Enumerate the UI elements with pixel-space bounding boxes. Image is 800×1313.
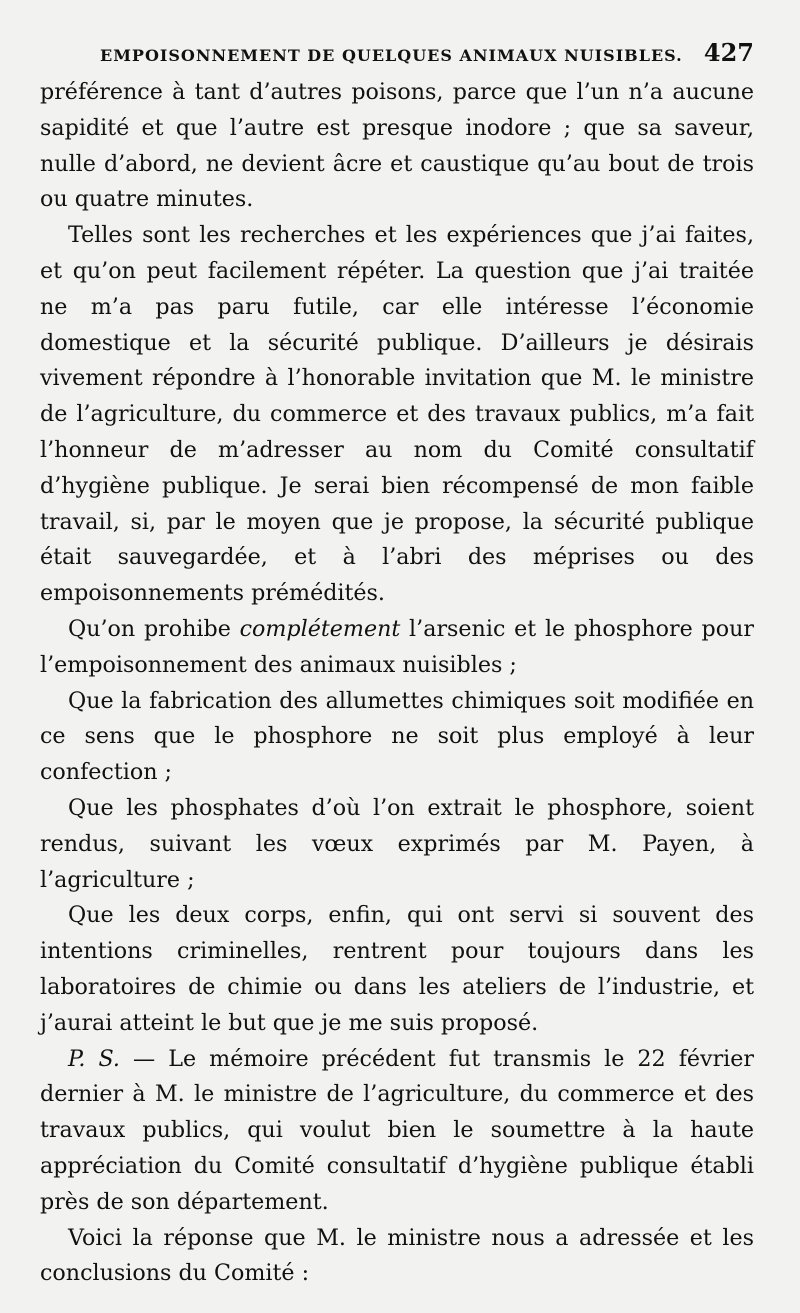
paragraph-6: Que les deux corps, enfin, qui ont servi si souvent des intentions criminelles, rentrent pour toujours dans les laboratoires de chimie ou dans les ateliers de l’industrie, et j’aurai atteint le but que je me suis proposé. (40, 902, 754, 1036)
emphasis-completement: complétement (239, 615, 401, 642)
paragraph-5: Que les phosphates d’où l’on extrait le phosphore, soient rendus, suivant les vœux exprimés par M. Payen, à l’agriculture ; (40, 794, 754, 893)
page-number: 427 (703, 38, 754, 67)
paragraph-4: Que la fabrication des allumettes chimiques soit modifiée en ce sens que le phosphore ne soit plus employé à leur confection ; (40, 687, 754, 786)
paragraph-3-start: Qu’on prohibe (68, 615, 240, 642)
running-head: EMPOISONNEMENT DE QUELQUES ANIMAUX NUISIBLES. (100, 46, 683, 65)
paragraph-7 (40, 1042, 754, 1221)
paragraph-2: Telles sont les recherches et les expériences que j’ai faites, et qu’on peut facilement répéter. La question que j’ai traitée ne m’a pas paru futile, car elle intéresse l’économie domestique et la sécurité publique. D’ailleurs je désirais vivement répondre à l’honorable invitation que M. le ministre de l’agriculture, du commerce et des travaux publics, m’a fait l’honneur de m’adresser au nom du Comité consultatif d’hygiène publique. Je serai bien récompensé de mon faible travail, si, par le moyen que je propose, la sécurité publique était sauvegardée, et à l’abri des méprises ou des empoisonnements prémédités. (40, 222, 754, 607)
postscript-text: — Le mémoire précédent fut transmis le 22 février dernier à M. le ministre de l’agriculture, du commerce et des travaux publics, qui voulut bien le soumettre à la haute appréciation du Comité consultatif d’hygiène publique établi près de son département. (40, 1045, 755, 1215)
page-header (100, 38, 754, 67)
paragraph-3 (40, 612, 754, 684)
paragraph-8: Voici la réponse que M. le ministre nous a adressée et les conclusions du Comité : (40, 1224, 754, 1287)
paragraph-3-end: l’arsenic et le phosphore pour l’empoisonnement des animaux nuisibles ; (40, 615, 754, 678)
postscript-label: P. S. (68, 1045, 120, 1072)
paragraph-1: préférence à tant d’autres poisons, parce que l’un n’a aucune sapidité et que l’autre est presque inodore ; que sa saveur, nulle d’abord, ne devient âcre et caustique qu’au bout de trois ou quatre minutes. (40, 79, 754, 213)
body-text (40, 75, 754, 1292)
